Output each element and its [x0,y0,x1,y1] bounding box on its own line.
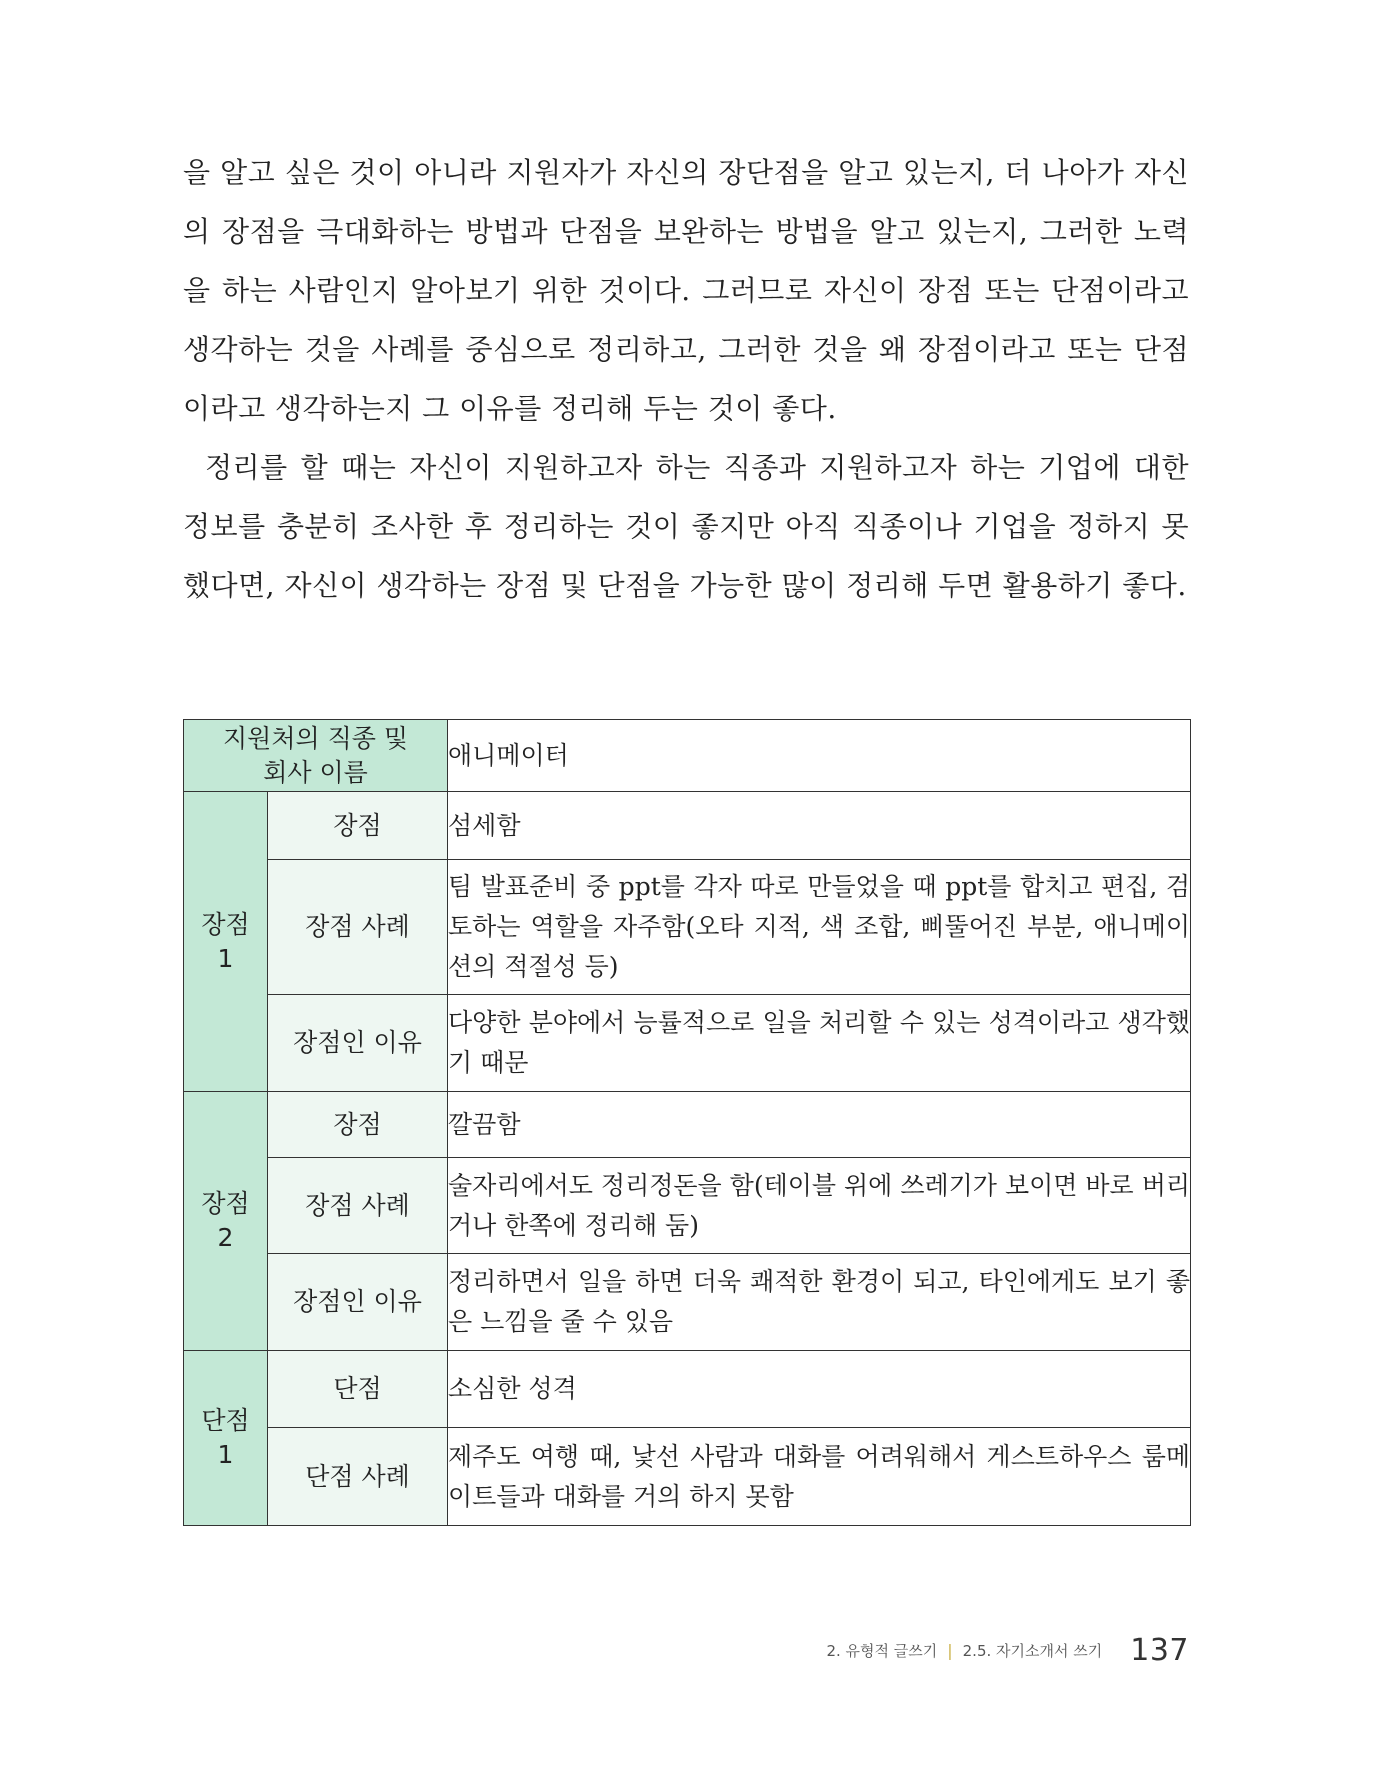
page-footer [826,1630,1189,1670]
group-label-cell [184,1092,268,1351]
strengths-weaknesses-table [183,719,1191,1526]
group-label-line: 1 [217,943,234,973]
row-label-cell: 장점 [268,1092,448,1158]
paragraph: 을 알고 싶은 것이 아니라 지원자가 자신의 장단점을 알고 있는지, 더 나아가 자신의 장점을 극대화하는 방법과 단점을 보완하는 방법을 알고 있는지, 그러한 노력을 하는 사람인지 알아보기 위한 것이다. 그러므로 자신이 장점 또는 단점이라고 생각하는 것을 사례를 중심으로 정리하고, 그러한 것을 왜 장점이라고 또는 단점이라고 생각하는지 그 이유를 정리해 두는 것이 좋다. [183,156,1189,425]
row-value-cell: 다양한 분야에서 능률적으로 일을 처리할 수 있는 성격이라고 생각했기 때문 [448,995,1191,1092]
table-row [184,1351,1191,1428]
header-label-line: 지원처의 직종 및 [223,723,408,753]
row-label-cell: 장점인 이유 [268,1254,448,1351]
table-row [184,1092,1191,1158]
group-label-line: 1 [217,1440,234,1469]
footer-chapter: 2. 유형적 글쓰기 [826,1641,938,1660]
table-row [184,1254,1191,1351]
table-row [184,792,1191,860]
footer-section: 2.5. 자기소개서 쓰기 [962,1641,1103,1660]
table-row [184,995,1191,1092]
row-label-cell: 장점 사례 [268,860,448,995]
row-value-cell: 제주도 여행 때, 낯선 사람과 대화를 어려워해서 게스트하우스 룸메이트들과 대화를 거의 하지 못함 [448,1428,1191,1526]
row-value-cell: 섬세함 [448,792,1191,860]
header-value-cell: 애니메이터 [448,720,1191,792]
table-row [184,1428,1191,1526]
row-value-cell: 소심한 성격 [448,1351,1191,1428]
group-label-line: 장점 [201,1189,250,1218]
table-row [184,1158,1191,1254]
header-label-cell [184,720,448,792]
group-label-cell [184,1351,268,1526]
row-value-cell: 팀 발표준비 중 ppt를 각자 따로 만들었을 때 ppt를 합치고 편집, 검토하는 역할을 자주함(오타 지적, 색 조합, 삐뚤어진 부분, 애니메이션의 적절성 등) [448,860,1191,995]
body-text [183,143,1189,615]
paragraph: 정리를 할 때는 자신이 지원하고자 하는 직종과 지원하고자 하는 기업에 대한 정보를 충분히 조사한 후 정리하는 것이 좋지만 아직 직종이나 기업을 정하지 못했다면, 자신이 생각하는 장점 및 단점을 가능한 많이 정리해 두면 활용하기 좋다. [183,451,1189,602]
row-label-cell: 장점 [268,792,448,860]
row-label-cell: 단점 사례 [268,1428,448,1526]
row-label-cell: 장점인 이유 [268,995,448,1092]
group-label-line: 2 [217,1223,234,1252]
row-label-cell: 단점 [268,1351,448,1428]
footer-separator: | [947,1640,953,1660]
group-label-line: 장점 [201,909,250,939]
row-label-cell: 장점 사례 [268,1158,448,1254]
row-value-cell: 깔끔함 [448,1092,1191,1158]
page-number: 137 [1130,1632,1189,1668]
table-row [184,860,1191,995]
row-value-cell: 술자리에서도 정리정돈을 함(테이블 위에 쓰레기가 보이면 바로 버리거나 한쪽에 정리해 둠) [448,1158,1191,1254]
table-row [184,720,1191,792]
group-label-cell [184,792,268,1092]
group-label-line: 단점 [201,1406,250,1435]
header-label-line: 회사 이름 [263,757,368,787]
row-value-cell: 정리하면서 일을 하면 더욱 쾌적한 환경이 되고, 타인에게도 보기 좋은 느낌을 줄 수 있음 [448,1254,1191,1351]
